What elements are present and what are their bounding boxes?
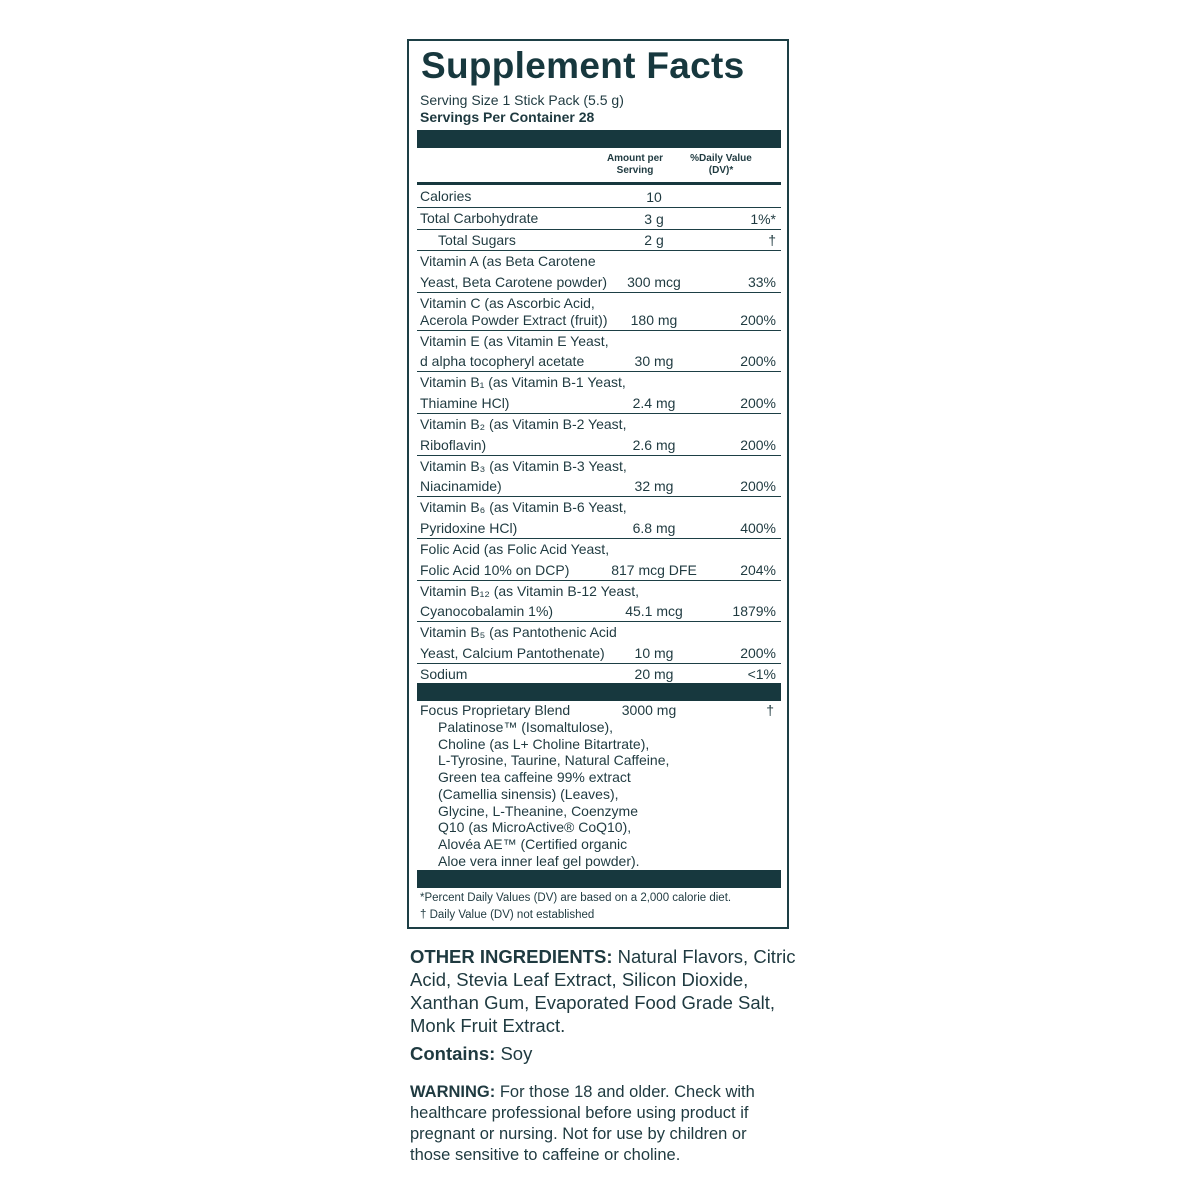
blend-ingredient-line: Alovéa AE™ (Certified organic xyxy=(438,835,628,852)
nutrient-amount: 45.1 mcg xyxy=(625,603,683,619)
panel-title: Supplement Facts xyxy=(421,45,745,86)
nutrient-dv: 200% xyxy=(740,395,776,411)
nutrient-amount: 300 mcg xyxy=(627,274,681,290)
nutrient-row xyxy=(409,414,789,456)
footnote-dv: *Percent Daily Values (DV) are based on a 2,000 calorie diet. xyxy=(420,892,732,904)
nutrient-name: Total Sugars xyxy=(438,232,516,248)
nutrient-name-line2: Pyridoxine HCl) xyxy=(420,520,518,536)
contains xyxy=(410,1043,810,1065)
other-ingredients xyxy=(410,945,810,1037)
nutrient-name: Sodium xyxy=(420,666,468,682)
nutrient-name: Vitamin B₂ (as Vitamin B-2 Yeast, xyxy=(420,416,627,432)
nutrient-name-line2: Cyanocobalamin 1%) xyxy=(420,603,554,619)
warning-label: WARNING: xyxy=(410,1083,496,1101)
nutrient-amount: 2.4 mg xyxy=(632,395,676,411)
blend-ingredient-line: Q10 (as MicroActive® CoQ10), xyxy=(438,819,632,836)
nutrient-row xyxy=(409,664,789,685)
nutrient-row xyxy=(409,539,789,581)
nutrient-dv: 200% xyxy=(740,353,776,369)
nutrient-dv: 200% xyxy=(740,437,776,453)
nutrient-dv: 400% xyxy=(740,520,776,536)
blend-ingredient-line: Glycine, L-Theanine, Coenzyme xyxy=(438,802,638,819)
warning-text: For those 18 and older. Check with healthcare professional before using product if pregnant or nursing. Not for use by children or those sensitive to caffeine or choline. xyxy=(410,1083,755,1164)
nutrient-row xyxy=(409,251,789,293)
nutrient-amount: 6.8 mg xyxy=(632,520,676,536)
nutrient-name-line2: Yeast, Beta Carotene powder) xyxy=(420,274,608,290)
nutrient-dv: 200% xyxy=(740,645,776,661)
nutrient-row xyxy=(409,372,789,414)
supplement-facts-panel xyxy=(407,39,789,929)
dv-column-header: %Daily Value (DV)* xyxy=(690,153,752,176)
footer-bar xyxy=(417,870,781,888)
nutrient-amount: 30 mg xyxy=(634,353,674,369)
contains-label: Contains: xyxy=(410,1043,496,1064)
nutrient-name: Folic Acid (as Folic Acid Yeast, xyxy=(420,541,610,557)
nutrient-dv: <1% xyxy=(747,666,776,682)
nutrient-row xyxy=(409,293,789,331)
nutrient-row xyxy=(409,581,789,622)
blend-dv: † xyxy=(766,702,774,718)
blend-ingredient-line: Palatinose™ (Isomaltulose), xyxy=(438,719,614,735)
nutrient-dv: † xyxy=(768,232,776,248)
blend-ingredient-line: (Camellia sinensis) (Leaves), xyxy=(438,785,619,802)
nutrient-row xyxy=(409,331,789,372)
nutrient-name-line2: Thiamine HCl) xyxy=(420,395,510,411)
nutrient-name: Vitamin B₁ (as Vitamin B-1 Yeast, xyxy=(420,374,626,390)
footnote-dagger: † Daily Value (DV) not established xyxy=(420,909,595,921)
nutrient-name: Vitamin B₅ (as Pantothenic Acid xyxy=(420,624,617,640)
warning xyxy=(410,1082,790,1166)
nutrient-amount: 2 g xyxy=(644,232,664,248)
nutrient-name-line2: Riboflavin) xyxy=(420,437,487,453)
serving-size: Serving Size 1 Stick Pack (5.5 g) xyxy=(420,92,624,108)
nutrient-row xyxy=(409,208,789,230)
nutrient-name: Vitamin A (as Beta Carotene xyxy=(420,253,596,269)
nutrient-name: Total Carbohydrate xyxy=(420,210,539,226)
nutrient-name-line2: Niacinamide) xyxy=(420,478,502,494)
nutrient-row xyxy=(409,456,789,497)
servings-per-container: Servings Per Container 28 xyxy=(420,109,595,125)
blend-row xyxy=(420,702,570,718)
nutrient-amount: 10 mg xyxy=(634,645,674,661)
header-bar xyxy=(417,130,781,148)
nutrient-dv: 33% xyxy=(747,274,776,290)
nutrient-amount: 2.6 mg xyxy=(632,437,676,453)
amount-column-header: Amount per Serving xyxy=(606,153,664,176)
nutrient-dv: 200% xyxy=(740,312,776,328)
blend-ingredients xyxy=(438,719,708,869)
header-rule xyxy=(417,182,781,185)
nutrient-dv: 1%* xyxy=(750,211,776,227)
nutrient-name: Vitamin B₆ (as Vitamin B-6 Yeast, xyxy=(420,499,627,515)
blend-amount: 3000 mg xyxy=(621,702,677,718)
blend-bar xyxy=(417,683,781,701)
nutrient-amount: 817 mcg DFE xyxy=(611,562,697,578)
nutrient-name: Calories xyxy=(420,188,472,204)
nutrient-name-line2: Acerola Powder Extract (fruit)) xyxy=(420,312,608,328)
nutrient-name-line2: Yeast, Calcium Pantothenate) xyxy=(420,645,605,661)
other-ingredients-label: OTHER INGREDIENTS: xyxy=(410,946,613,967)
nutrient-row xyxy=(409,622,789,664)
nutrient-name: Vitamin E (as Vitamin E Yeast, xyxy=(420,333,609,349)
nutrient-name-line2: d alpha tocopheryl acetate xyxy=(420,353,585,369)
nutrient-name: Vitamin C (as Ascorbic Acid, xyxy=(420,295,595,311)
contains-text: Soy xyxy=(500,1043,533,1064)
nutrient-amount: 20 mg xyxy=(634,666,674,682)
nutrient-name-line2: Folic Acid 10% on DCP) xyxy=(420,562,570,578)
blend-ingredient-line: Choline (as L+ Choline Bitartrate), xyxy=(438,735,650,752)
nutrient-row xyxy=(409,230,789,251)
blend-ingredient-line: Green tea caffeine 99% extract xyxy=(438,769,631,786)
nutrient-amount: 10 xyxy=(646,189,662,205)
nutrient-amount: 32 mg xyxy=(634,478,674,494)
nutrient-row xyxy=(409,186,789,208)
nutrient-amount: 180 mg xyxy=(630,312,678,328)
blend-ingredient-line: Aloe vera inner leaf gel powder). xyxy=(438,852,640,869)
nutrient-dv: 1879% xyxy=(732,603,776,619)
nutrient-dv: 200% xyxy=(740,478,776,494)
other-ingredients-text: Natural Flavors, Citric Acid, Stevia Leaf Extract, Silicon Dioxide, Xanthan Gum, Evaporated Food Grade Salt, Monk Fruit Extract. xyxy=(410,946,796,1036)
nutrient-amount: 3 g xyxy=(644,211,664,227)
blend-ingredient-line: L-Tyrosine, Taurine, Natural Caffeine, xyxy=(438,752,670,769)
nutrient-name: Vitamin B₁₂ (as Vitamin B-12 Yeast, xyxy=(420,583,639,599)
nutrient-row xyxy=(409,497,789,539)
nutrient-name: Vitamin B₃ (as Vitamin B-3 Yeast, xyxy=(420,458,627,474)
nutrient-dv: 204% xyxy=(740,562,776,578)
blend-name: Focus Proprietary Blend xyxy=(420,702,571,718)
